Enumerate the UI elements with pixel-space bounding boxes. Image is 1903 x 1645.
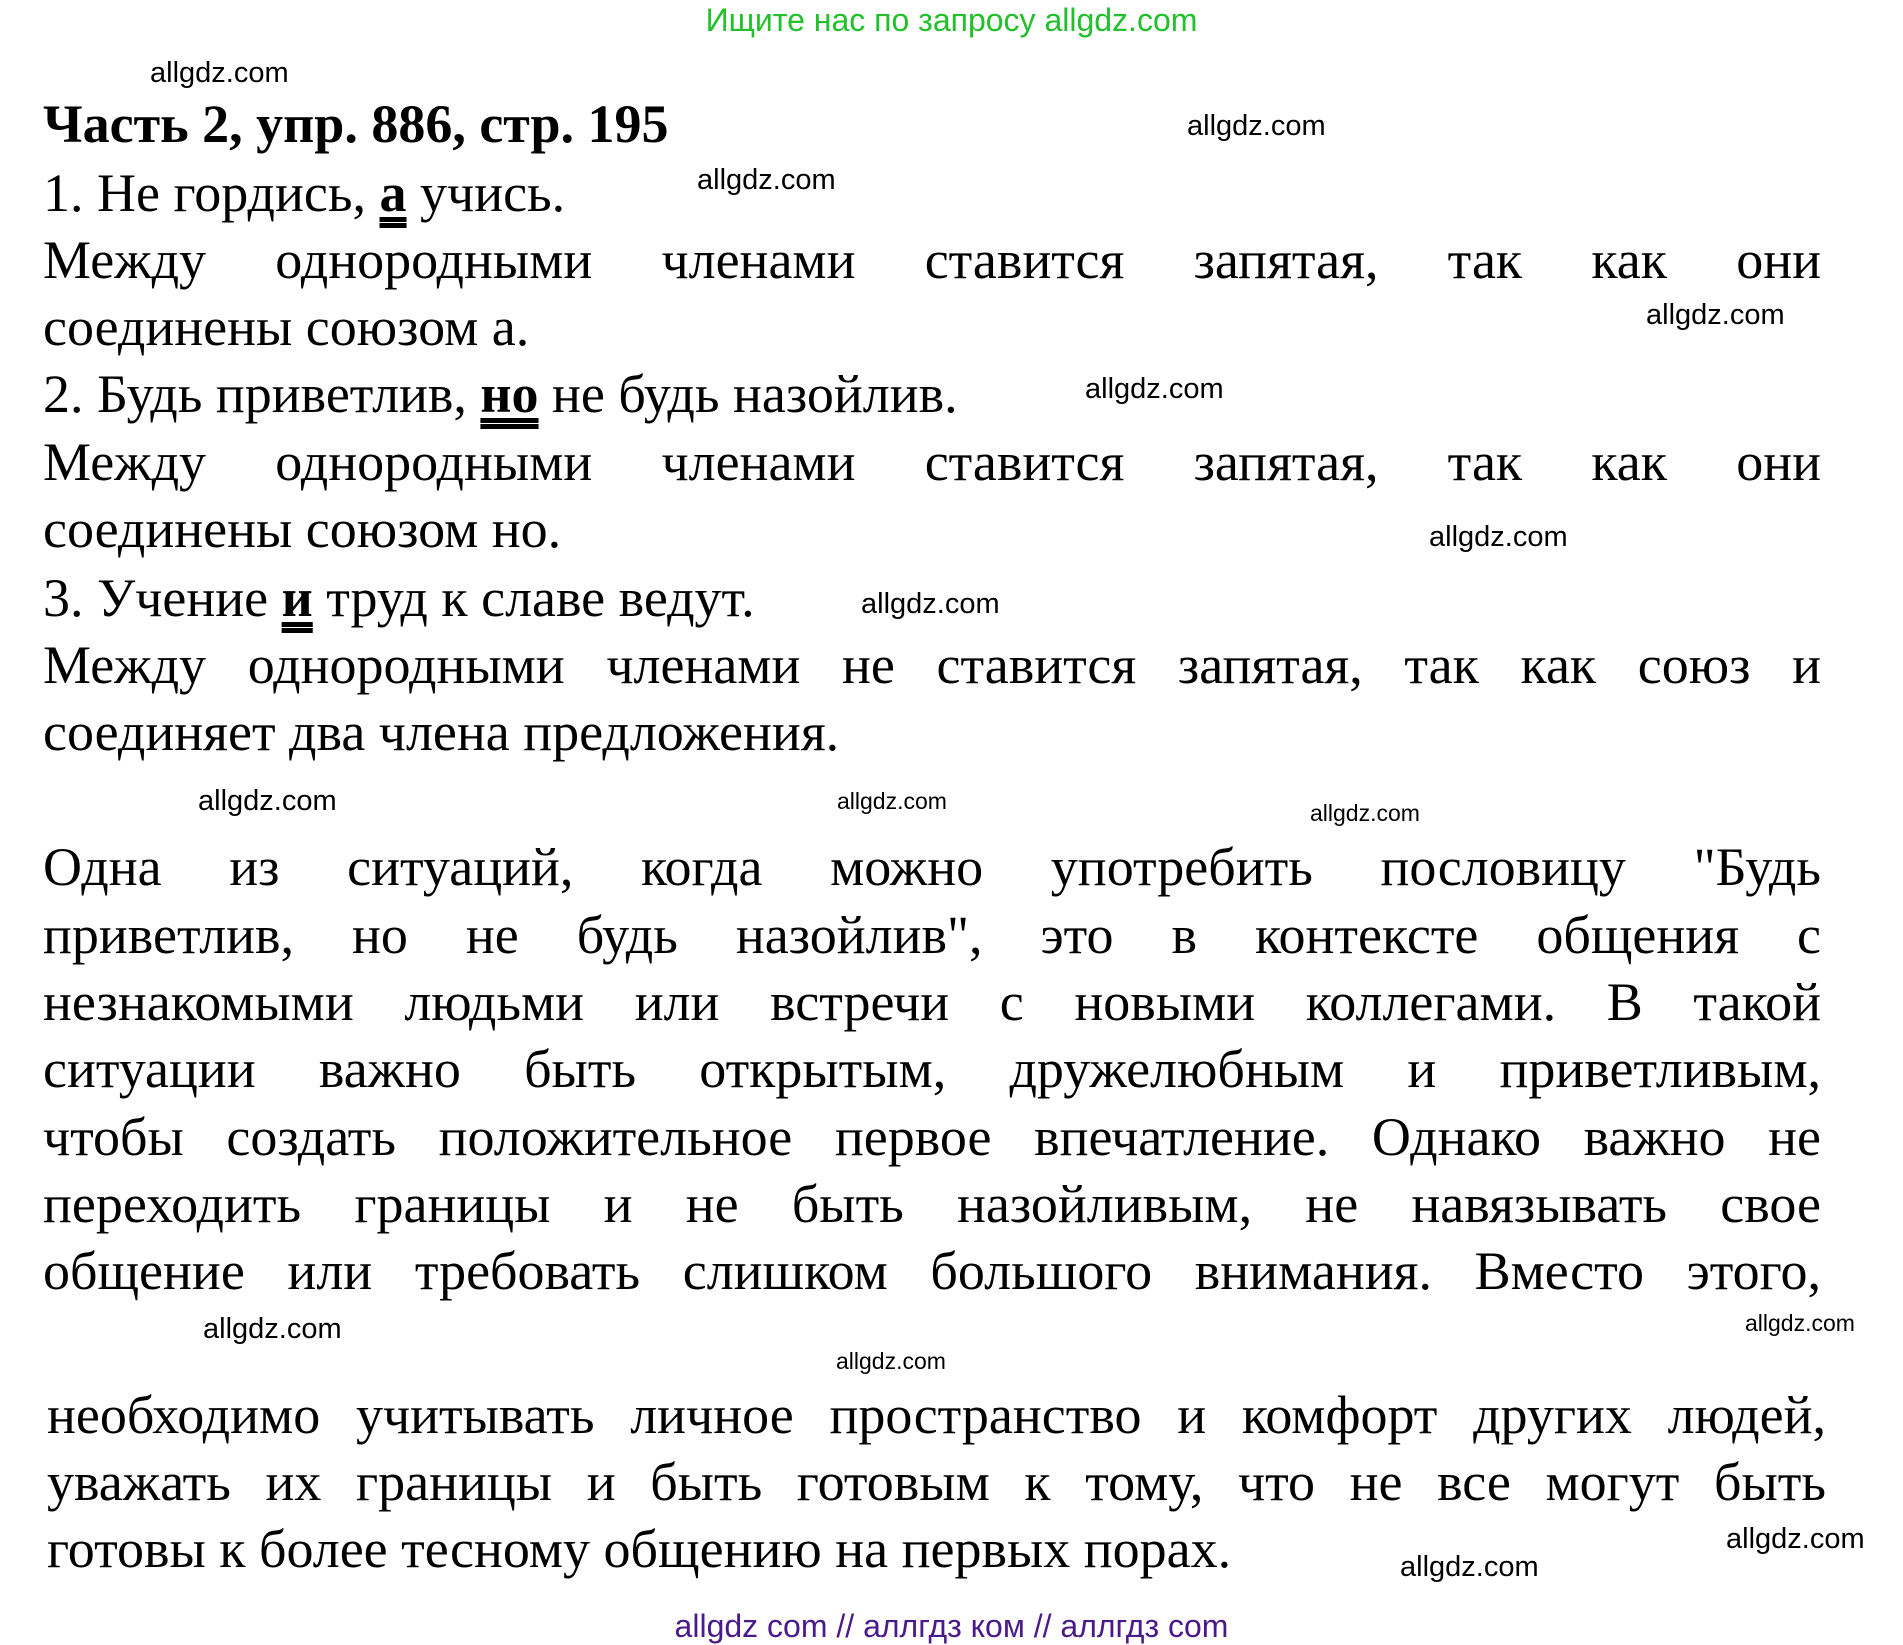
essay-line: незнакомыми людьми или встречи с новыми коллегами. В такой [43, 972, 1821, 1032]
watermark: allgdz.com [150, 57, 289, 89]
proverb-text: труд к славе ведут. [312, 568, 755, 628]
essay-line: уважать их границы и быть готовым к тому, что не все могут быть [47, 1452, 1826, 1512]
watermark: allgdz.com [1187, 110, 1326, 142]
watermark: allgdz.com [1310, 800, 1420, 826]
explanation-2-line-1: Между однородными членами ставится запятая, так как они [43, 432, 1821, 492]
essay-line: переходить границы и не быть назойливым, не навязывать свое [43, 1174, 1821, 1234]
watermark: allgdz.com [1400, 1551, 1539, 1583]
conjunction: а [379, 163, 407, 223]
conjunction: и [281, 568, 313, 628]
essay-line: необходимо учитывать личное пространство и комфорт других людей, [47, 1385, 1826, 1445]
explanation-1-line-2: соединены союзом а. [43, 297, 530, 357]
watermark: allgdz.com [861, 588, 1000, 620]
watermark: allgdz.com [1429, 521, 1568, 553]
watermark: allgdz.com [1745, 1310, 1855, 1336]
essay-line: приветлив, но не будь назойлив", это в контексте общения с [43, 905, 1821, 965]
footer-banner: allgdz com // аллгдз ком // аллгдз com [674, 1608, 1229, 1644]
essay-line: Одна из ситуаций, когда можно употребить пословицу "Будь [43, 837, 1821, 897]
proverb-text: не будь назойлив. [538, 364, 958, 424]
proverb-2 [43, 361, 958, 427]
proverb-3 [43, 565, 755, 631]
watermark: allgdz.com [1085, 373, 1224, 405]
conjunction: но [480, 364, 539, 424]
essay-line: готовы к более тесному общению на первых порах. [47, 1519, 1232, 1579]
proverb-1 [43, 160, 565, 226]
explanation-3-line-2: соединяет два члена предложения. [43, 702, 840, 762]
proverb-text: 3. Учение [43, 568, 282, 628]
essay-line: общение или требовать слишком большого внимания. Вместо этого, [43, 1241, 1821, 1301]
watermark: allgdz.com [1646, 299, 1785, 331]
watermark: allgdz.com [697, 164, 836, 196]
watermark: allgdz.com [1726, 1523, 1865, 1555]
essay-line: чтобы создать положительное первое впечатление. Однако важно не [43, 1107, 1821, 1167]
proverb-text: 1. Не гордись, [43, 163, 380, 223]
watermark: allgdz.com [203, 1313, 342, 1345]
explanation-1-line-1: Между однородными членами ставится запятая, так как они [43, 230, 1821, 290]
explanation-2-line-2: соединены союзом но. [43, 499, 562, 559]
proverb-text: 2. Будь приветлив, [43, 364, 481, 424]
page-title: Часть 2, упр. 886, стр. 195 [43, 94, 669, 154]
watermark: allgdz.com [837, 788, 947, 814]
proverb-text: учись. [406, 163, 566, 223]
essay-line: ситуации важно быть открытым, дружелюбным и приветливым, [43, 1039, 1821, 1099]
watermark: allgdz.com [198, 785, 337, 817]
explanation-3-line-1: Между однородными членами не ставится запятая, так как союз и [43, 635, 1821, 695]
search-banner: Ищите нас по запросу allgdz.com [705, 2, 1198, 38]
watermark: allgdz.com [836, 1348, 946, 1374]
